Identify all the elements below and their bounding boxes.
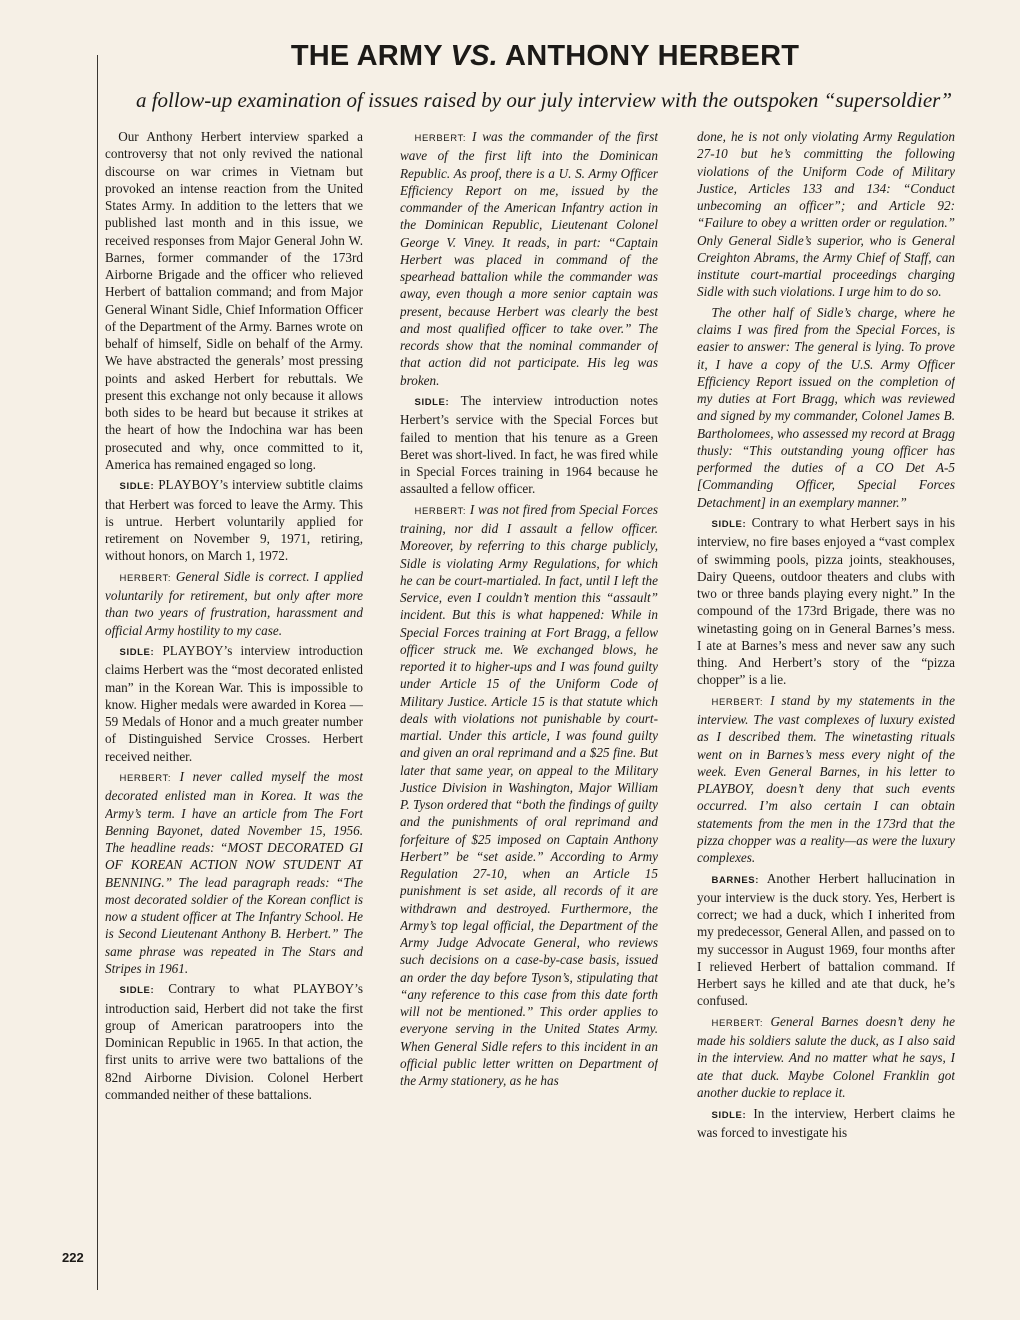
paragraph [400,128,658,389]
paragraph-text: PLAYBOY’s interview subtitle claims that Herbert was forced to leave the Army. This is untrue. Herbert voluntarily applied for retirement on November 9, 1971, retiring, without honors, on March 1, 1972. [105,477,363,564]
speaker-label: SIDLE: [119,647,155,659]
speaker-label: SIDLE: [119,481,155,493]
paragraph-text: General Sidle is correct. I applied voluntarily for retirement, but only after more than two years of frustration, harassment and official Army hostility to my case. [105,568,363,638]
paragraph-text: The interview introduction notes Herbert’s service with the Special Forces but failed to mention that his tenure as a Green Beret was short-lived. In fact, he was fired while in Special Forces training in 1964 because he assaulted a fellow officer. [400,393,658,497]
speaker-label: HERBERT: [414,505,467,517]
speaker-label: HERBERT: [119,572,172,584]
paragraph-text: PLAYBOY’s interview introduction claims Herbert was the “most decorated enlisted man” in the Korean War. This is impossible to know. Higher medals were awarded in Korea —59 Medals of Honor and a much greater number of Distinguished Service Crosses. Herbert received neither. [105,643,363,764]
paragraph [400,501,658,1090]
paragraph-text: The other half of Sidle’s charge, where he claims I was fired from the Special Forces, is easier to answer: The general is lying. To prove it, I have a copy of the U.S. Army Officer Efficiency Report issued on the completion of my duties at Fort Bragg, which was reviewed and signed by my commander, Colonel James B. Bartholomees, who assessed my record at Bragg thusly: “This outstanding young officer has performed the duties of a CO Det A-5 [Commanding Officer, Special Forces Detachment] in an exemplary manner.” [697,304,955,510]
paragraph-text: Contrary to what Herbert says in his interview, no fire bases enjoyed a “vast complex of swimming pools, pizza joints, steakhouses, Dairy Queens, outdoor theaters and clubs with two or three bands playing every night.” In the compound of the 173rd Brigade, there was no winetasting going on in General Barnes’s mess. I ate at Barnes’s mess and never saw any such thing. And Herbert’s story of the “pizza chopper” is a lie. [697,515,955,688]
speaker-label: HERBERT: [711,1017,764,1029]
paragraph [697,128,955,301]
paragraph-text: General Barnes doesn’t deny he made his soldiers salute the duck, as I also said in the interview. And no matter what he says, I ate that duck. Maybe Colonel Franklin got another duckie to replace it. [697,1013,955,1100]
paragraph-text: In the interview, Herbert claims he was forced to investigate his [697,1105,955,1140]
paragraph [105,476,363,564]
paragraph [697,304,955,511]
paragraph-text: I was not fired from Special Forces training, nor did I assault a fellow officer. Moreover, by referring to this charge publicly, Sidle is violating Army Regulations, for which he can be court-martialed. In fact, until I left the Service, even I couldn’t mention this “assault” incident. But this is what happened: While in Special Forces training at Fort Bragg, a fellow officer struck me. We exchanged blows, he reported it to higher-ups and I was found guilty under Article 15 of the Uniform Code of Military Justice. Article 15 is that statute which deals with violations not punishable by court-martial. Under this article, I was found guilty and given an oral reprimand and a $25 fine. But later that same year, on appeal to the Military Justice Division in Washington, Major William P. Tyson ordered that “both the findings of guilty and the punishments of oral reprimand and forfeiture of $25 imposed on Captain Anthony Herbert” be “set aside.” According to Army Regulation 27-10, when an Article 15 punishment is set aside, all records of it are withdrawn and destroyed. Furthermore, the Army’s top legal official, the Department of the Army Judge Advocate General, who reviews such decisions on a case-by-case basis, issued an order the day before Tyson’s, stipulating that “any reference to this case from this date forth will not be mentioned.” This order applies to everyone serving in the United States Army. When General Sidle refers to this incident in an official public letter written on Department of the Army stationery, as he has [400,501,658,1089]
paragraph [697,870,955,1010]
speaker-label: HERBERT: [414,133,467,144]
paragraph-text: Contrary to what PLAYBOY’s introduction said, Herbert did not take the first group of American paratroopers into the Dominican Republic in 1965. In that action, the first units to arrive were two battalions of the 82nd Airborne Division. Colonel Herbert commanded neither of these battalions. [105,981,363,1102]
paragraph [105,980,363,1103]
speaker-label: HERBERT: [119,773,172,785]
paragraph-text: done, he is not only violating Army Regulation 27-10 but he’s committing the following violations of the Uniform Code of Military Justice, Articles 133 and 134: “Conduct unbecoming an officer”; and Article 92: “Failure to obey a written order or regulation.” Only General Sidle’s superior, who is General Creighton Abrams, the Army Chief of Staff, can institute court-martial proceedings charging Sidle with such violations. I urge him to do so. [697,129,955,300]
speaker-label: SIDLE: [119,985,155,997]
title-vs: VS. [450,40,498,72]
paragraph [697,692,955,867]
paragraph-text: Another Herbert hallucination in your interview is the duck story. Yes, Herbert is correct; we had a duck, which I inherited from my predecessor, General Allen, and passed on to my successor in August 1969, four months after I relieved Herbert of battalion command. If Herbert says he killed and ate that duck, he’s confused. [697,870,955,1009]
page-number: 222 [62,1250,84,1265]
paragraph-text: I was the commander of the first wave of the first lift into the Dominican Republic. As proof, there is a U. S. Army Officer Efficiency Report on me, issued by the commander of the American Infantry action in the Dominican Republic, Lieutenant Colonel George V. Viney. It reads, in part: “Captain Herbert was placed in command of the spearhead battalion while the commander was away, even though a more senior captain was present, because Herbert was clearly the best and most qualified officer to take over.” The records show that the nominal commander of that action did not participate. His leg was broken. [400,129,658,388]
speaker-label: SIDLE: [711,519,747,531]
article-title [110,40,980,73]
text-column-2 [400,128,658,1268]
paragraph [697,1013,955,1101]
paragraph-text: I never called myself the most decorated enlisted man in Korea. It was the Army’s term. I have an article from The Fort Benning Bayonet, dated November 15, 1956. The headline reads: “MOST DECORATED GI OF KOREAN ACTION NOW STUDENT AT BENNING.” The lead paragraph reads: “The most decorated soldier of the Korean conflict is now a student officer at The Infantry School. He is Second Lieutenant Anthony B. Herbert.” The same phrase was repeated in The Stars and Stripes in 1961. [105,769,363,976]
left-margin-rule [97,55,98,1290]
paragraph [697,514,955,689]
paragraph [105,568,363,639]
paragraph [105,642,363,765]
speaker-label: HERBERT: [711,696,764,708]
speaker-label: BARNES: [711,874,759,886]
title-part-2: ANTHONY HERBERT [497,40,800,72]
paragraph [105,128,363,473]
article-subtitle: a follow-up examination of issues raised by our july interview with the outspoken “supersoldier” [135,88,953,112]
paragraph-text: I stand by my statements in the interview. The vast complexes of luxury existed as I described them. The winetasting rituals went on in Barnes’s mess every night of the week. Even General Barnes, in his letter to PLAYBOY, doesn’t deny that such events occurred. I’m also certain I can obtain statements from the men in the 173rd that the pizza chopper was a reality—as were the luxury complexes. [697,692,955,866]
paragraph [105,768,363,977]
text-column-1 [105,128,363,1268]
speaker-label: SIDLE: [414,397,450,409]
text-column-3 [697,128,955,1268]
paragraph [400,392,658,498]
paragraph [697,1105,955,1142]
speaker-label: SIDLE: [711,1109,747,1121]
paragraph-text: Our Anthony Herbert interview sparked a controversy that not only revived the national discourse on war crimes in Vietnam but provoked an intense reaction from the United States Army. In addition to the letters that we published last month and in this issue, we received responses from Major General John W. Barnes, former commander of the 173rd Airborne Brigade and the officer who relieved Herbert of battalion command; and from Major General Winant Sidle, Chief Information Officer of the Department of the Army. Barnes wrote on behalf of himself, Sidle on behalf of the Army. We have abstracted the generals’ most pressing points and asked Herbert for rebuttals. We present this exchange not only because it allows both sides to be heard but because it strikes at the heart of how the Indochina war has been prosecuted and why, once committed to it, America has remained engaged so long. [105,129,363,472]
title-part-1: THE ARMY [290,40,451,72]
